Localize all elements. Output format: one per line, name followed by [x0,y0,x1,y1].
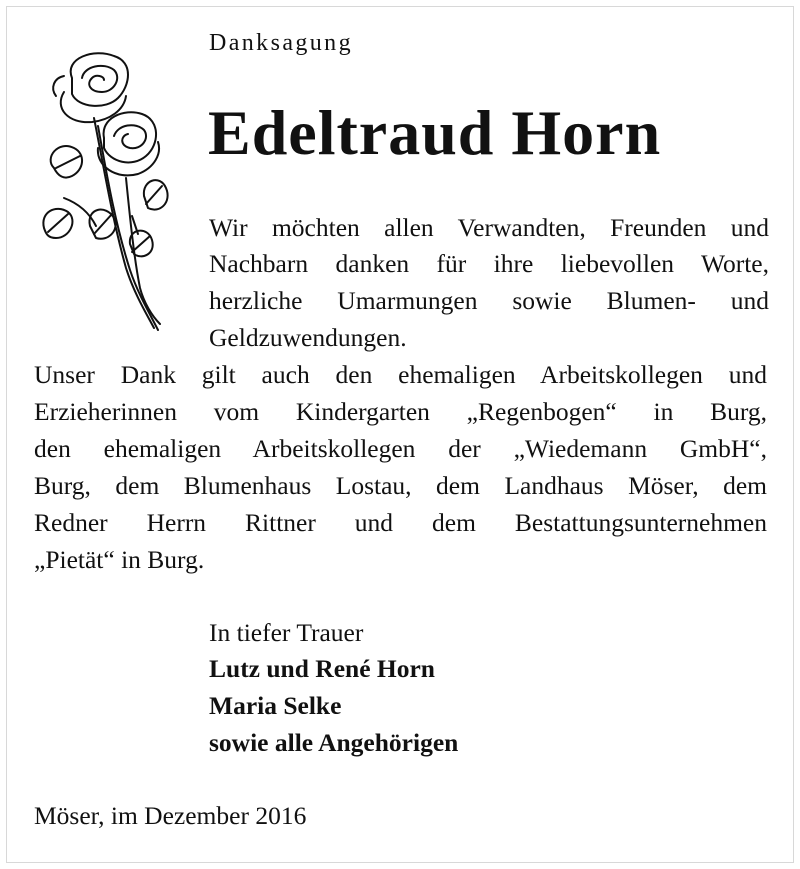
body-line: Unser Dank gilt auch den ehemaligen Arbeitskollegen und [34,360,767,389]
body-line: Redner Herrn Rittner und dem Bestattungsunternehmen [34,508,767,537]
deceased-name: Edeltraud Horn [208,97,662,168]
place-date: Möser, im Dezember 2016 [34,801,307,830]
signatory: Lutz und René Horn [209,654,435,683]
intro-line: Geldzuwendungen. [209,323,407,352]
rose-icon [34,48,174,338]
intro-line: Nachbarn danken für ihre liebevollen Worte, [209,249,769,278]
signatory: sowie alle Angehörigen [209,728,459,757]
intro-line: Wir möchten allen Verwandten, Freunden und [209,213,769,242]
notice-heading: Danksagung [209,30,353,56]
signatory: Maria Selke [209,691,342,720]
body-line: den ehemaligen Arbeitskollegen der „Wiedemann GmbH“, [34,434,767,463]
body-line: Erzieherinnen vom Kindergarten „Regenbogen“ in Burg, [34,397,767,426]
intro-line: herzliche Umarmungen sowie Blumen- und [209,286,769,315]
closing-phrase: In tiefer Trauer [209,618,364,647]
body-line: „Pietät“ in Burg. [34,545,205,574]
body-line: Burg, dem Blumenhaus Lostau, dem Landhaus Möser, dem [34,471,767,500]
